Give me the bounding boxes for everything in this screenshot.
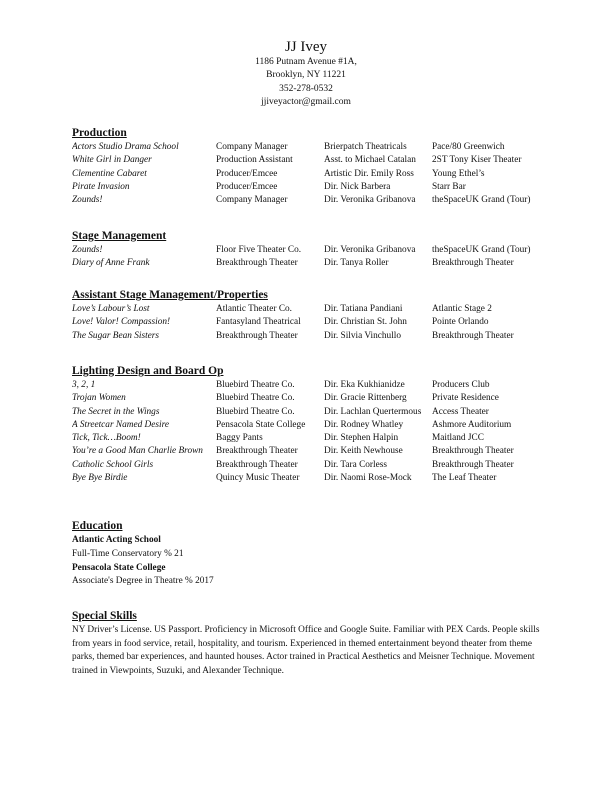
production-title: Bye Bye Birdie bbox=[72, 473, 128, 484]
section-title: Lighting Design and Board Op bbox=[72, 365, 224, 377]
company-or-role: Breakthrough Theater bbox=[216, 459, 298, 470]
production-title: Diary of Anne Frank bbox=[72, 258, 150, 269]
credit-row bbox=[72, 181, 552, 194]
production-title: Catholic School Girls bbox=[72, 459, 154, 470]
education-school: Atlantic Acting School bbox=[72, 535, 161, 545]
production-title: Pirate Invasion bbox=[72, 181, 130, 192]
production-title: The Sugar Bean Sisters bbox=[72, 330, 160, 341]
venue: Ashmore Auditorium bbox=[432, 419, 512, 430]
company-or-role: Baggy Pants bbox=[216, 433, 263, 444]
venue: Producers Club bbox=[432, 380, 490, 390]
section-title: Stage Management bbox=[72, 230, 167, 242]
production-title: 3, 2, 1 bbox=[72, 380, 96, 390]
venue: Breakthrough Theater bbox=[432, 330, 514, 341]
company-or-role: Breakthrough Theater bbox=[216, 258, 298, 269]
company-or-role: Production Assistant bbox=[216, 155, 293, 166]
venue: Pace/80 Greenwich bbox=[432, 142, 505, 152]
address-line-1: 1186 Putnam Avenue #1A, bbox=[255, 57, 357, 67]
company-or-role: Bluebird Theatre Co. bbox=[216, 380, 295, 390]
education-detail: Full-Time Conservatory % 21 bbox=[72, 548, 184, 559]
venue: The Leaf Theater bbox=[432, 473, 497, 484]
resume-header bbox=[0, 38, 612, 109]
production-title: Trojan Women bbox=[72, 393, 126, 404]
venue: Breakthrough Theater bbox=[432, 459, 514, 470]
company-or-role: Bluebird Theatre Co. bbox=[216, 406, 295, 417]
credit-row bbox=[72, 419, 552, 432]
section-education bbox=[72, 519, 552, 589]
director-or-credit: Asst. to Michael Catalan bbox=[324, 155, 416, 166]
section-lighting-design bbox=[72, 364, 552, 485]
venue: Breakthrough Theater bbox=[432, 258, 514, 269]
credit-row bbox=[72, 406, 552, 419]
venue: theSpaceUK Grand (Tour) bbox=[432, 245, 531, 255]
production-title: White Girl in Danger bbox=[72, 155, 152, 166]
production-title: You’re a Good Man Charlie Brown bbox=[72, 446, 203, 457]
director-or-credit: Dir. Lachlan Quertermous bbox=[324, 406, 422, 417]
company-or-role: Company Manager bbox=[216, 195, 288, 206]
director-or-credit: Dir. Christian St. John bbox=[324, 317, 407, 328]
director-or-credit: Dir. Veronika Gribanova bbox=[324, 195, 416, 206]
section-title: Production bbox=[72, 127, 127, 139]
production-title: Zounds! bbox=[72, 245, 103, 255]
credit-row bbox=[72, 316, 552, 329]
production-title: Zounds! bbox=[72, 195, 103, 206]
credit-row bbox=[72, 154, 552, 167]
email-address: jjiveyactor@gmail.com bbox=[261, 96, 351, 107]
director-or-credit: Dir. Tara Corless bbox=[324, 459, 387, 470]
director-or-credit: Dir. Tatiana Pandiani bbox=[324, 304, 403, 314]
company-or-role: Pensacola State College bbox=[216, 419, 306, 430]
company-or-role: Fantasyland Theatrical bbox=[216, 317, 301, 328]
credit-row bbox=[72, 445, 552, 458]
venue: Atlantic Stage 2 bbox=[432, 304, 492, 314]
credit-row bbox=[72, 472, 552, 485]
director-or-credit: Dir. Nick Barbera bbox=[324, 181, 391, 192]
venue: theSpaceUK Grand (Tour) bbox=[432, 195, 531, 206]
director-or-credit: Dir. Veronika Gribanova bbox=[324, 245, 416, 255]
venue: Starr Bar bbox=[432, 181, 466, 192]
director-or-credit: Dir. Naomi Rose-Mock bbox=[324, 473, 412, 484]
credit-row bbox=[72, 194, 552, 207]
venue: Breakthrough Theater bbox=[432, 446, 514, 457]
section-special-skills bbox=[72, 609, 552, 678]
production-title: Actors Studio Drama School bbox=[72, 142, 179, 152]
venue: Pointe Orlando bbox=[432, 317, 489, 328]
credit-row bbox=[72, 379, 552, 392]
company-or-role: Producer/Emcee bbox=[216, 168, 278, 179]
company-or-role: Quincy Music Theater bbox=[216, 473, 300, 484]
production-title: Tick, Tick…Boom! bbox=[72, 433, 141, 444]
production-title: Clementine Cabaret bbox=[72, 168, 147, 179]
director-or-credit: Dir. Keith Newhouse bbox=[324, 446, 403, 457]
director-or-credit: Dir. Silvia Vinchullo bbox=[324, 330, 402, 341]
credit-row bbox=[72, 303, 552, 316]
company-or-role: Breakthrough Theater bbox=[216, 330, 298, 341]
venue: Private Residence bbox=[432, 393, 499, 404]
director-or-credit: Dir. Stephen Halpin bbox=[324, 433, 399, 444]
director-or-credit: Artistic Dir. Emily Ross bbox=[324, 168, 414, 179]
credit-row bbox=[72, 330, 552, 343]
credit-row bbox=[72, 392, 552, 405]
venue: Maitland JCC bbox=[432, 433, 484, 444]
credit-row bbox=[72, 168, 552, 181]
section-asm-properties bbox=[72, 288, 552, 343]
production-title: Love! Valor! Compassion! bbox=[72, 317, 171, 328]
venue: Access Theater bbox=[432, 406, 489, 417]
credit-row bbox=[72, 141, 552, 154]
venue: Young Ethel’s bbox=[432, 168, 485, 179]
phone-number: 352-278-0532 bbox=[279, 83, 333, 94]
director-or-credit: Dir. Eka Kukhianidze bbox=[324, 380, 405, 390]
production-title: A Streetcar Named Desire bbox=[72, 419, 169, 430]
credit-row bbox=[72, 432, 552, 445]
section-production bbox=[72, 126, 552, 207]
credit-row bbox=[72, 459, 552, 472]
company-or-role: Atlantic Theater Co. bbox=[216, 304, 292, 314]
section-title: Assistant Stage Management/Properties bbox=[72, 289, 268, 301]
skills-paragraph: NY Driver’s License. US Passport. Proficiency in Microsoft Office and Google Suite. Familiar with PEX Cards. People skills from years in food service, retail, hospitality, and tourism. Experienced in themed entertainment beyond theater from theme parks, themed bar experiences, and haunted houses. Actor trained in Practical Aesthetics and Meisner Technique. Movement trained in Viewpoints, Suzuki, and Alexander Technique. bbox=[72, 625, 540, 676]
address-line-2: Brooklyn, NY 11221 bbox=[266, 70, 346, 81]
education-detail: Associate's Degree in Theatre % 2017 bbox=[72, 576, 214, 587]
director-or-credit: Dir. Tanya Roller bbox=[324, 258, 389, 269]
director-or-credit: Dir. Gracie Rittenberg bbox=[324, 393, 407, 404]
section-title: Education bbox=[72, 520, 123, 532]
production-title: The Secret in the Wings bbox=[72, 406, 160, 417]
company-or-role: Producer/Emcee bbox=[216, 181, 278, 192]
company-or-role: Breakthrough Theater bbox=[216, 446, 298, 457]
company-or-role: Company Manager bbox=[216, 142, 288, 152]
person-name: JJ Ivey bbox=[284, 39, 328, 55]
education-school: Pensacola State College bbox=[72, 562, 166, 573]
venue: 2ST Tony Kiser Theater bbox=[432, 155, 522, 166]
section-title: Special Skills bbox=[72, 610, 137, 622]
company-or-role: Floor Five Theater Co. bbox=[216, 245, 302, 255]
company-or-role: Bluebird Theatre Co. bbox=[216, 393, 295, 404]
section-stage-management bbox=[72, 229, 552, 271]
director-or-credit: Dir. Rodney Whatley bbox=[324, 419, 404, 430]
director-or-credit: Brierpatch Theatricals bbox=[324, 142, 407, 152]
credit-row bbox=[72, 257, 552, 270]
production-title: Love’s Labour’s Lost bbox=[72, 304, 150, 314]
credit-row bbox=[72, 244, 552, 257]
